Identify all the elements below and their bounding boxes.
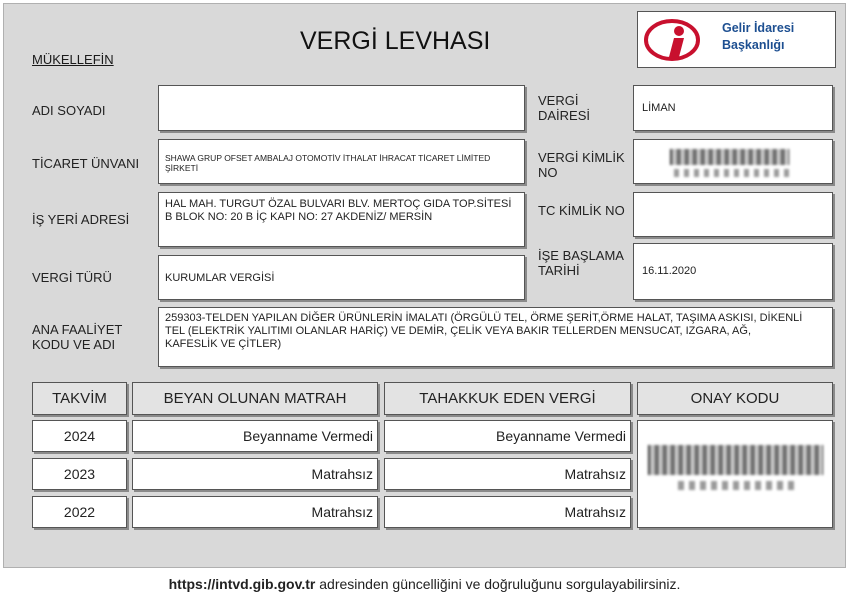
- logo-line-1: Gelir İdaresi: [722, 21, 795, 35]
- page-title: VERGİ LEVHASI: [300, 27, 491, 55]
- name-label: ADI SOYADI: [32, 103, 106, 118]
- table-row-tax: Matrahsız: [384, 496, 631, 528]
- start-date-label: İŞE BAŞLAMA TARİHİ: [538, 248, 624, 278]
- footer-note: [0, 576, 849, 592]
- tax-type-field: [158, 255, 525, 300]
- tax-type-value: KURUMLAR VERGİSİ: [165, 272, 275, 284]
- approval-code-digits: [678, 481, 798, 490]
- gib-emblem-icon: [644, 17, 704, 63]
- taxpayer-heading: MÜKELLEFİN: [32, 52, 114, 67]
- table-row-base: Beyanname Vermedi: [132, 420, 378, 452]
- gib-logo: [637, 11, 836, 68]
- header-accrued-tax: TAHAKKUK EDEN VERGİ: [384, 382, 631, 415]
- trade-name-label: TİCARET ÜNVANI: [32, 156, 140, 171]
- header-calendar: TAKVİM: [32, 382, 127, 415]
- tax-office-value: LİMAN: [642, 102, 676, 114]
- table-row-base: Matrahsız: [132, 496, 378, 528]
- name-field: [158, 85, 525, 131]
- logo-line-2: Başkanlığı: [722, 38, 785, 52]
- tax-office-label: VERGİ DAİRESİ: [538, 93, 591, 123]
- tax-id-label: VERGİ KİMLİK NO: [538, 150, 625, 180]
- tc-id-label: TC KİMLİK NO: [538, 203, 625, 218]
- table-row-base: Matrahsız: [132, 458, 378, 490]
- approval-code-barcode: [648, 445, 824, 475]
- tc-id-field: [633, 192, 833, 237]
- tax-office-field: [633, 85, 833, 131]
- table-row-tax: Matrahsız: [384, 458, 631, 490]
- header-declared-base: BEYAN OLUNAN MATRAH: [132, 382, 378, 415]
- tax-id-barcode: [670, 149, 790, 165]
- table-row-year: 2024: [32, 420, 127, 452]
- activity-value: 259303-TELDEN YAPILAN DİĞER ÜRÜNLERİN İMALATI (ÖRGÜLÜ TEL, ÖRME ŞERİT,ÖRME HALAT, TAŞIMA ASKISI, DİKENLİ TEL (ELEKTRİK YALITIMI OLANLAR HARİÇ) VE DEMİR, ÇELİK VEYA BAKIR TELLERDEN MENSUCAT, IZGARA, AĞ, KAFESLİK VE ÇİTLER): [165, 312, 803, 350]
- tax-id-digits: [674, 169, 789, 177]
- verification-link[interactable]: https://intvd.gib.gov.tr: [168, 576, 316, 592]
- trade-name-field: [158, 139, 525, 184]
- footer-text: adresinden güncelliğini ve doğruluğunu sorgulayabilirsiniz.: [319, 576, 681, 592]
- address-field: [158, 192, 525, 247]
- table-row-year: 2023: [32, 458, 127, 490]
- start-date-field: [633, 243, 833, 300]
- tax-type-label: VERGİ TÜRÜ: [32, 270, 112, 285]
- header-approval-code: ONAY KODU: [637, 382, 833, 415]
- table-row-year: 2022: [32, 496, 127, 528]
- address-label: İŞ YERİ ADRESİ: [32, 212, 130, 227]
- activity-label: ANA FAALİYET KODU VE ADI: [32, 322, 123, 352]
- trade-name-value: SHAWA GRUP OFSET AMBALAJ OTOMOTİV İTHALAT İHRACAT TİCARET LİMİTED ŞİRKETİ: [165, 153, 491, 173]
- approval-code-field: [637, 420, 833, 528]
- address-value: HAL MAH. TURGUT ÖZAL BULVARI BLV. MERTOÇ GIDA TOP.SİTESİ B BLOK NO: 20 B İÇ KAPI NO: 27 AKDENİZ/ MERSİN: [165, 198, 512, 223]
- tax-id-field: [633, 139, 833, 184]
- activity-field: [158, 307, 833, 367]
- start-date-value: 16.11.2020: [642, 265, 697, 277]
- table-row-tax: Beyanname Vermedi: [384, 420, 631, 452]
